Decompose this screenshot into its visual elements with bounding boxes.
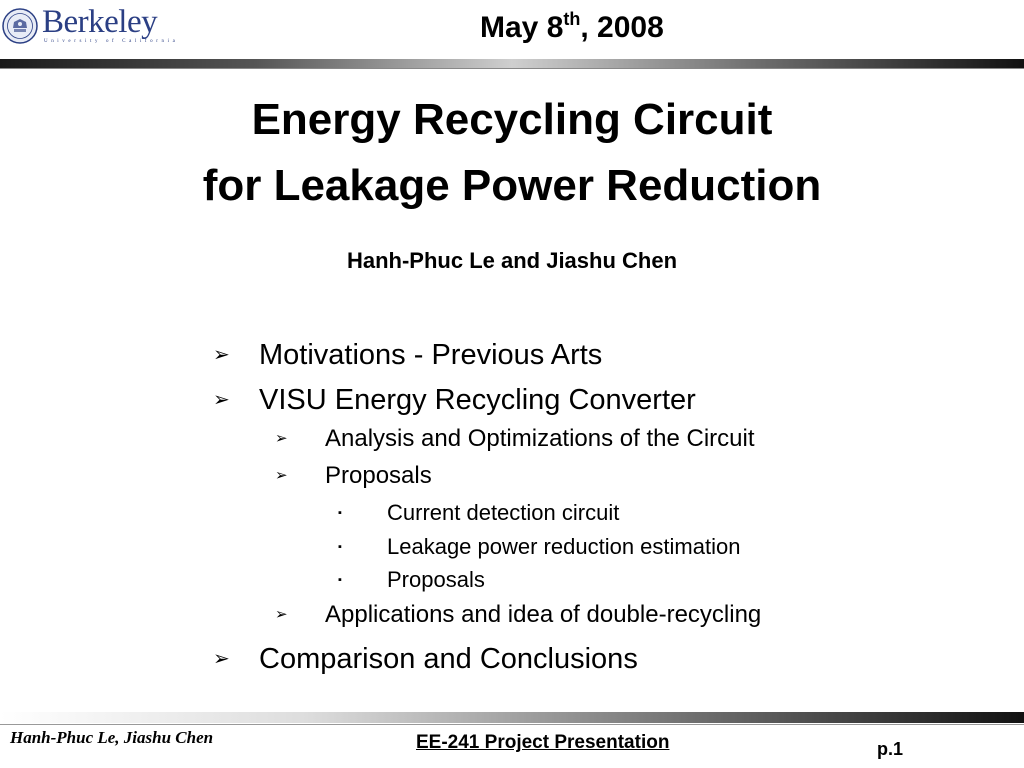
outline-item <box>0 337 1024 373</box>
footer-title: EE-241 Project Presentation <box>416 732 670 753</box>
square-bullet-icon: ▪ <box>338 541 342 553</box>
berkeley-logo <box>2 4 179 46</box>
outline-item-text: Comparison and Conclusions <box>259 643 638 675</box>
outline-item-text: Analysis and Optimizations of the Circuit <box>325 425 755 452</box>
outline-item <box>0 566 1024 594</box>
outline-item-text: Leakage power reduction estimation <box>387 534 741 559</box>
date-superscript: th <box>563 9 581 29</box>
outline-item-text: Motivations - Previous Arts <box>259 339 603 371</box>
footer-author: Hanh-Phuc Le, Jiashu Chen <box>10 728 214 747</box>
title-line-1: Energy Recycling Circuit <box>251 95 773 144</box>
outline-item-text: Current detection circuit <box>387 500 620 525</box>
title-line-2: for Leakage Power Reduction <box>202 161 822 210</box>
outline-item <box>0 600 1024 630</box>
outline-item-text: Proposals <box>325 462 432 489</box>
arrow-bullet-icon: ➢ <box>275 606 288 623</box>
header-divider <box>0 59 1024 68</box>
arrow-bullet-icon: ➢ <box>275 430 288 447</box>
arrow-bullet-icon: ➢ <box>213 389 230 411</box>
logo-subtitle: University of California <box>44 39 179 44</box>
outline-item <box>0 499 1024 527</box>
logo-wordmark: Berkeley <box>42 4 158 40</box>
date-suffix: , 2008 <box>580 11 664 44</box>
page-number: p.1 <box>877 739 904 759</box>
arrow-bullet-icon: ➢ <box>275 467 288 484</box>
square-bullet-icon: ▪ <box>338 574 342 586</box>
outline-item <box>0 461 1024 491</box>
university-seal-icon <box>2 8 38 44</box>
outline-item <box>0 533 1024 561</box>
outline-item <box>0 641 1024 677</box>
arrow-bullet-icon: ➢ <box>213 648 230 670</box>
outline-item-text: Proposals <box>387 567 485 592</box>
authors: Hanh-Phuc Le and Jiashu Chen <box>346 248 678 273</box>
footer-divider-line <box>0 724 1024 725</box>
header-divider-line <box>0 68 1024 69</box>
arrow-bullet-icon: ➢ <box>213 344 230 366</box>
footer-divider <box>0 712 1024 723</box>
outline-item-text: VISU Energy Recycling Converter <box>259 384 696 416</box>
outline-item-text: Applications and idea of double-recycling <box>325 601 762 628</box>
outline-item <box>0 382 1024 418</box>
square-bullet-icon: ▪ <box>338 507 342 519</box>
date-prefix: May 8 <box>480 11 564 44</box>
outline-item <box>0 424 1024 454</box>
slide-date <box>480 10 664 46</box>
